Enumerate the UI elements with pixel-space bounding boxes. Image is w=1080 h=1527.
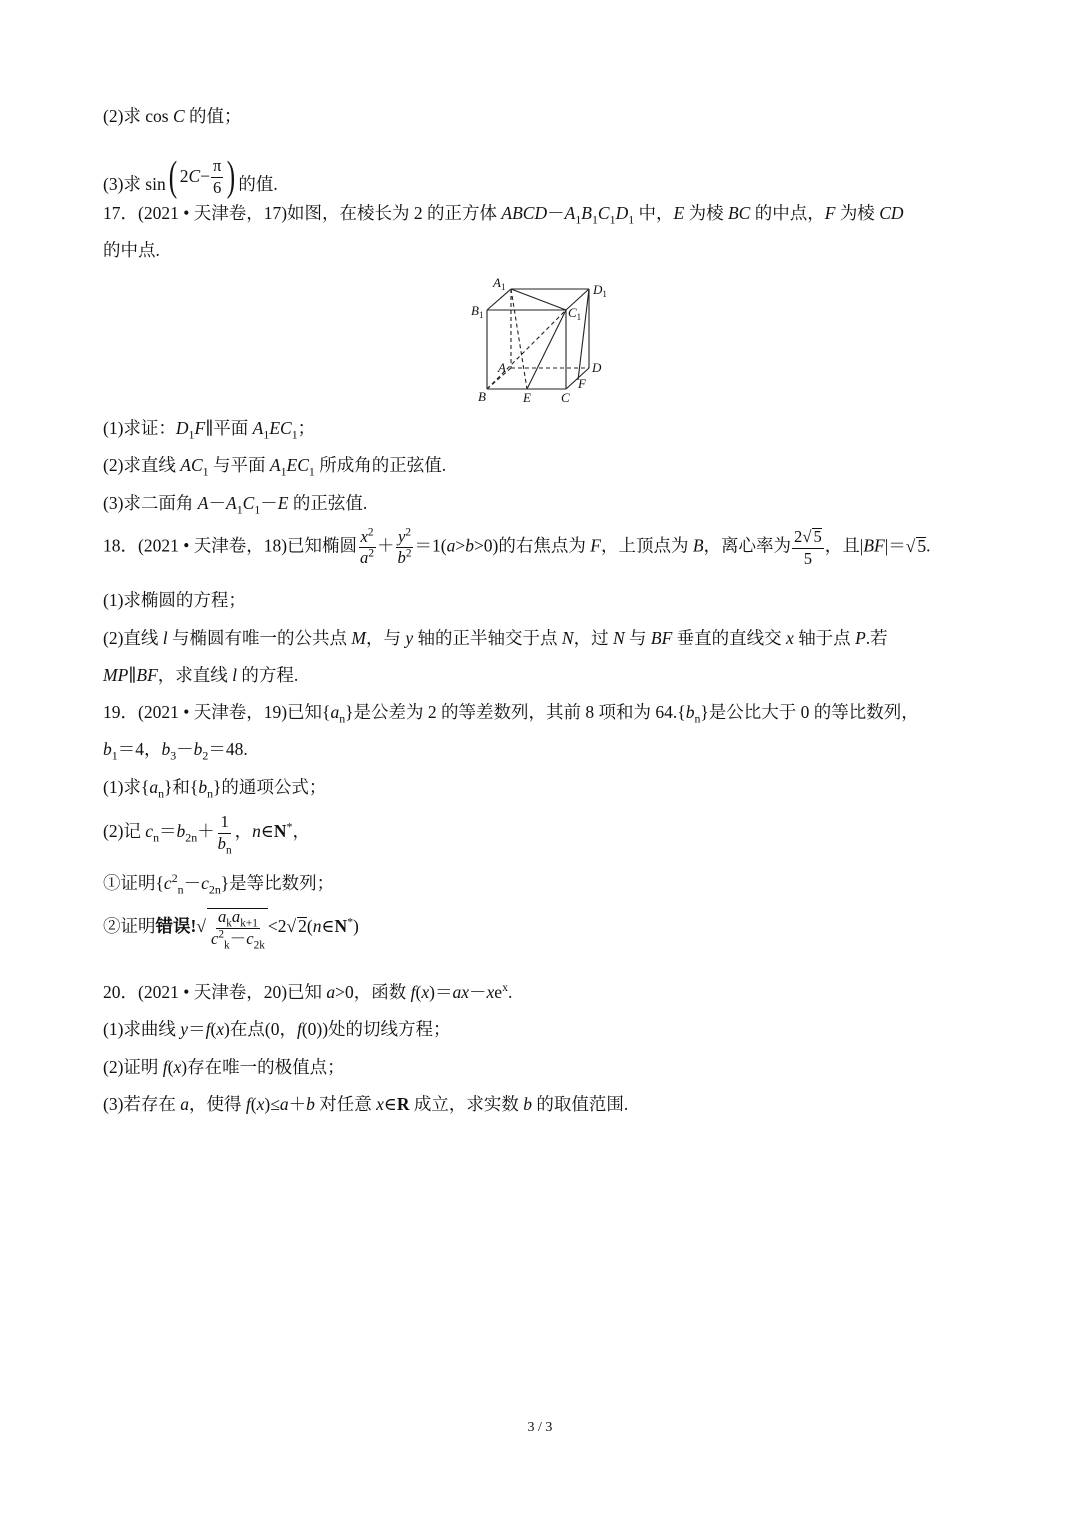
radical-sign: √ [905, 535, 916, 556]
math-var: c [210, 928, 219, 948]
math-var: M [351, 628, 366, 648]
q17-stem [103, 203, 904, 227]
math-var: C [188, 166, 201, 187]
denominator [211, 178, 223, 197]
text-run: (3)求 sin [103, 174, 166, 194]
text-run: ，上顶点为 [600, 535, 693, 556]
q16-part3 [103, 156, 278, 198]
text-run: 20．(2021 • 天津卷，20)已知 [103, 982, 327, 1002]
denominator [209, 928, 267, 951]
math-var: c [201, 873, 209, 893]
text-run: (2)求直线 [103, 455, 181, 475]
text-run: e [494, 982, 503, 1002]
subscript: 3 [170, 748, 177, 763]
text-run: ＝4， [117, 739, 162, 759]
page-number: 3 / 3 [527, 1420, 553, 1435]
bold-text: R [396, 1094, 410, 1114]
fraction [209, 907, 267, 951]
math-var: f [410, 982, 416, 1002]
subscript: 2n [208, 882, 221, 897]
superscript: * [286, 819, 293, 834]
superscript: 2 [405, 547, 412, 560]
label-b: B [478, 389, 486, 404]
text-run: ＋ [288, 1094, 307, 1114]
subscript: n [207, 786, 214, 801]
superscript: * [347, 914, 354, 929]
text-run: π [213, 155, 222, 175]
math-var: A [197, 493, 209, 513]
math-var: N [561, 628, 574, 648]
text-run: (1)求证： [103, 418, 176, 438]
bold-text: N [273, 821, 287, 842]
math-var: b [193, 739, 203, 759]
fraction [792, 528, 824, 567]
text-run: 1 [220, 812, 229, 831]
math-var: N [612, 628, 625, 648]
subscript: n [153, 830, 160, 845]
q19-part2-sub2 [103, 907, 359, 951]
text-run: }是等比数列； [220, 873, 335, 893]
subscript: n [339, 711, 346, 726]
q17-stem-cont [103, 242, 160, 260]
label-a: A [498, 360, 506, 375]
text-run: 与椭圆有唯一的公共点 [167, 628, 352, 648]
math-var: x [216, 1019, 225, 1039]
text-run: 与平面 [208, 455, 270, 475]
math-var: C [242, 493, 255, 513]
math-var: a [149, 777, 159, 797]
text-run: 5 [917, 535, 927, 556]
text-run: . [926, 535, 931, 556]
text-run: ∈ [321, 916, 335, 937]
math-var: a [326, 982, 336, 1002]
radicand [916, 537, 926, 556]
math-var: F [194, 418, 206, 438]
fraction [216, 812, 234, 856]
text-run: ∈ [383, 1094, 397, 1114]
text-run: 所成角的正弦值. [314, 455, 447, 475]
math-var: f [296, 1019, 302, 1039]
superscript: 2 [368, 547, 375, 560]
math-var: b [198, 777, 208, 797]
math-var: A [564, 203, 576, 223]
cube-figure [460, 270, 620, 410]
numerator [211, 155, 223, 178]
text-run: 17．(2021 • 天津卷，17)如图，在棱长为 2 的正方体 [103, 203, 502, 223]
math-var: x [486, 982, 495, 1002]
text-run: ，使得 [189, 1094, 246, 1114]
text-run: ＝48. [208, 739, 248, 759]
text-run: − [200, 166, 211, 187]
math-var: C [597, 203, 610, 223]
subscript: n [225, 843, 232, 856]
subscript: 1 [609, 212, 616, 227]
subscript: n [177, 882, 184, 897]
text-run: 的方程. [237, 665, 299, 685]
bold-text: 错误! [155, 916, 197, 937]
label-a1: $A_1$ [493, 275, 506, 292]
q19-stem [103, 702, 919, 726]
text-run: － [547, 203, 565, 223]
q20-part1 [103, 1021, 451, 1039]
segment-a1e [511, 289, 527, 389]
text-run: )≤ [264, 1094, 280, 1114]
label-d: D [592, 360, 602, 375]
math-var: F [824, 203, 836, 223]
math-var: b [397, 548, 406, 568]
text-run: >0，函数 [335, 982, 411, 1002]
right-paren: ) [227, 154, 236, 200]
text-run: <2 [267, 916, 287, 937]
text-run: |＝ [884, 535, 906, 556]
superscript: 2 [367, 525, 374, 538]
math-var: b [465, 535, 474, 556]
subscript: 1 [236, 502, 243, 517]
label-c1: $C_1$ [568, 305, 582, 322]
numerator [216, 909, 260, 929]
subscript: 1 [575, 212, 582, 227]
math-var: b [306, 1094, 315, 1114]
text-run: ②证明 [103, 916, 156, 937]
text-run: － [469, 982, 487, 1002]
text-run: 轴的正半轴交于点 [413, 628, 562, 648]
text-run: ，求直线 [157, 665, 233, 685]
math-var: BF [650, 628, 673, 648]
text-run: ＋ [197, 821, 215, 842]
q20-stem [103, 980, 513, 1002]
math-var: EC [269, 418, 292, 438]
math-var: x [360, 526, 368, 546]
text-run: 2 [298, 916, 307, 937]
q18-part2 [103, 630, 888, 648]
text-run: >0)的右焦点为 [473, 535, 591, 556]
text-run: ∥ [128, 665, 137, 685]
math-var: P [855, 628, 866, 648]
math-var: l [162, 628, 168, 648]
math-var: n [252, 821, 261, 842]
numerator [396, 525, 413, 549]
text-run: ，且| [824, 535, 864, 556]
math-var: a [180, 1094, 190, 1114]
subscript: k+1 [240, 917, 258, 930]
text-run: ， [292, 821, 310, 842]
parenthesized [166, 156, 239, 198]
text-run: ； [297, 418, 316, 438]
text-run: 的取值范围. [531, 1094, 629, 1114]
math-var: BF [863, 535, 885, 556]
text-run: (2)证明 [103, 1057, 163, 1077]
superscript: 2 [171, 871, 178, 886]
q20-part2 [103, 1059, 345, 1077]
text-run: 6 [213, 177, 222, 197]
superscript: 2 [405, 525, 412, 538]
text-run: ，过 [573, 628, 613, 648]
math-var: AC [180, 455, 203, 475]
text-run: ( [167, 1057, 174, 1077]
text-run: )在点(0， [224, 1019, 297, 1039]
math-var: a [330, 702, 340, 722]
text-run: ∈ [260, 821, 274, 842]
subscript: 1 [591, 212, 598, 227]
denominator [802, 549, 814, 568]
text-run: . [508, 982, 513, 1002]
text-run: 的中点. [103, 240, 160, 260]
radicand [207, 907, 268, 951]
math-var: D [615, 203, 629, 223]
segment-c1e [527, 310, 566, 389]
label-d1: $D_1$ [593, 282, 607, 299]
text-run: (2)直线 [103, 628, 163, 648]
text-run: (2)求 cos [103, 106, 173, 126]
subscript: k [223, 938, 230, 951]
text-run: )存在唯一的极值点； [181, 1057, 345, 1077]
subscript: n [158, 786, 165, 801]
text-run: }的通项公式； [213, 777, 327, 797]
q19-part2 [103, 812, 310, 856]
math-var: c [246, 928, 254, 948]
label-f: F [578, 376, 586, 391]
math-var: y [397, 526, 406, 546]
math-var: E [277, 493, 289, 513]
q18-part2-cont [103, 667, 298, 685]
text-run: ＝ [188, 1019, 206, 1039]
math-var: B [581, 203, 592, 223]
radicand [812, 528, 821, 546]
text-run: > [455, 535, 466, 556]
text-run: (1)求{ [103, 777, 150, 797]
text-run: ，与 [365, 628, 406, 648]
subscript: 1 [280, 464, 287, 479]
text-run: (1)求椭圆的方程； [103, 590, 246, 610]
text-run: 5 [803, 548, 813, 568]
text-run: 轴于点 [793, 628, 856, 648]
math-var: b [217, 833, 226, 853]
math-var: f [245, 1094, 251, 1114]
numerator [218, 814, 230, 834]
math-var: b [161, 739, 171, 759]
subscript: 1 [291, 427, 298, 442]
math-var: l [232, 665, 238, 685]
q16-part2 [103, 108, 242, 126]
math-var: a [217, 907, 227, 926]
math-var: a [231, 907, 241, 926]
text-run: － [260, 493, 278, 513]
text-run: ∥平面 [205, 418, 253, 438]
text-run: － [176, 739, 194, 759]
q17-part2 [103, 455, 447, 479]
segment-a1c1 [511, 289, 566, 310]
math-var: A [269, 455, 281, 475]
text-run: 与 [624, 628, 651, 648]
math-var: B [692, 535, 704, 556]
math-var: x [173, 1057, 182, 1077]
numerator [359, 525, 376, 549]
subscript: 1 [254, 502, 261, 517]
subscript: 1 [111, 748, 118, 763]
q17-part1 [103, 418, 316, 442]
q19-stem-cont [103, 739, 248, 763]
math-var: y [405, 628, 414, 648]
text-run: (0))处的切线方程； [301, 1019, 451, 1039]
math-var: y [180, 1019, 189, 1039]
math-var: BF [136, 665, 158, 685]
math-var: D [175, 418, 189, 438]
bold-text: N [334, 916, 348, 937]
radical-sign: √ [196, 916, 206, 937]
text-run: }是公比大于 0 的等比数列， [700, 702, 919, 722]
label-e: E [523, 390, 531, 405]
text-run: 成立，求实数 [409, 1094, 524, 1114]
subscript: k [226, 917, 232, 930]
math-var: b [176, 821, 186, 842]
math-var: A [225, 493, 237, 513]
math-var: a [279, 1094, 289, 1114]
text-run: 的值. [238, 174, 278, 194]
math-var: A [252, 418, 264, 438]
q19-part1 [103, 777, 327, 801]
math-var: a [446, 535, 456, 556]
math-var: BC [727, 203, 751, 223]
math-var: F [590, 535, 601, 556]
text-run: － [183, 873, 202, 893]
text-run: － [229, 928, 247, 948]
math-var: E [673, 203, 685, 223]
fraction [211, 155, 223, 197]
text-run: 19．(2021 • 天津卷，19)已知{ [103, 702, 331, 722]
label-b1: $B_1$ [471, 303, 484, 320]
text-run: ＝ [159, 821, 177, 842]
radical-sign: √ [802, 527, 812, 546]
text-run: ①证明{ [103, 873, 164, 893]
text-run: 中， [634, 203, 674, 223]
text-run: ) [353, 916, 359, 937]
math-var: b [685, 702, 695, 722]
text-run: 的正弦值. [288, 493, 368, 513]
subscript: 2k [253, 938, 265, 951]
text-run: 的中点， [750, 203, 825, 223]
segment-d1f [578, 289, 589, 380]
text-run: ( [210, 1019, 217, 1039]
math-var: b [523, 1094, 532, 1114]
denominator [358, 548, 376, 567]
math-var: a [360, 548, 369, 568]
text-run: .若 [865, 628, 888, 648]
text-run: ， [234, 821, 253, 842]
math-var: MP [103, 665, 129, 685]
text-run: 为棱 [835, 203, 880, 223]
subscript: 2n [185, 830, 198, 845]
text-run: ( [250, 1094, 257, 1114]
text-run: 对任意 [314, 1094, 377, 1114]
math-var: CD [879, 203, 904, 223]
text-run: 2 [179, 166, 189, 187]
superscript: 2 [218, 928, 224, 941]
numerator [792, 528, 824, 549]
edge [487, 289, 511, 310]
radical-sign: √ [286, 916, 297, 937]
superscript: x [502, 980, 509, 995]
label-c: C [561, 390, 570, 405]
text-run: ( [415, 982, 422, 1002]
q19-part2-sub1 [103, 871, 335, 897]
text-run: }和{ [164, 777, 199, 797]
subscript: 1 [263, 427, 270, 442]
segment-diagonal [487, 310, 566, 389]
text-run: }是公差为 2 的等差数列，其前 8 项和为 64.{ [345, 702, 686, 722]
radicand [297, 917, 307, 936]
denominator [216, 833, 234, 856]
text-run: (1)求曲线 [103, 1019, 181, 1039]
math-var: EC [286, 455, 309, 475]
math-var: x [376, 1094, 384, 1114]
text-run: 垂直的直线交 [672, 628, 787, 648]
math-var: n [312, 916, 322, 937]
text-run: 18．(2021 • 天津卷，18)已知椭圆 [103, 535, 358, 556]
subscript: 1 [202, 464, 209, 479]
subscript: 1 [628, 212, 635, 227]
math-var: c [145, 821, 154, 842]
math-var: x [786, 628, 794, 648]
math-var: f [162, 1057, 168, 1077]
q18-stem [103, 525, 931, 568]
text-run: ，离心率为 [703, 535, 792, 556]
subscript: 2 [202, 748, 209, 763]
math-var: C [172, 106, 185, 126]
text-run: ＝1( [414, 535, 447, 556]
math-var: ABCD [501, 203, 548, 223]
text-run: 的值； [184, 106, 242, 126]
math-var: b [103, 739, 112, 759]
q17-part3 [103, 493, 368, 517]
text-run: 5 [813, 527, 822, 546]
text-run: ( [306, 916, 313, 937]
text-run: 为棱 [684, 203, 728, 223]
math-var: f [205, 1019, 211, 1039]
left-paren: ( [168, 154, 177, 200]
fraction [396, 525, 414, 568]
math-var: x [256, 1094, 265, 1114]
text-run: (2)记 [103, 821, 146, 842]
text-run: 2 [794, 527, 803, 546]
text-run: (3)求二面角 [103, 493, 198, 513]
subscript: 1 [188, 427, 195, 442]
text-run: )＝ [429, 982, 453, 1002]
q20-part3 [103, 1096, 628, 1114]
math-var: x [421, 982, 430, 1002]
text-run: － [208, 493, 226, 513]
subscript: 1 [308, 464, 315, 479]
math-var: c [163, 873, 172, 893]
subscript: n [694, 711, 701, 726]
text-run: (3)若存在 [103, 1094, 181, 1114]
text-run: ＋ [377, 535, 395, 556]
denominator [396, 548, 414, 567]
fraction [358, 525, 376, 568]
q18-part1 [103, 592, 246, 610]
math-var: ax [452, 982, 470, 1002]
